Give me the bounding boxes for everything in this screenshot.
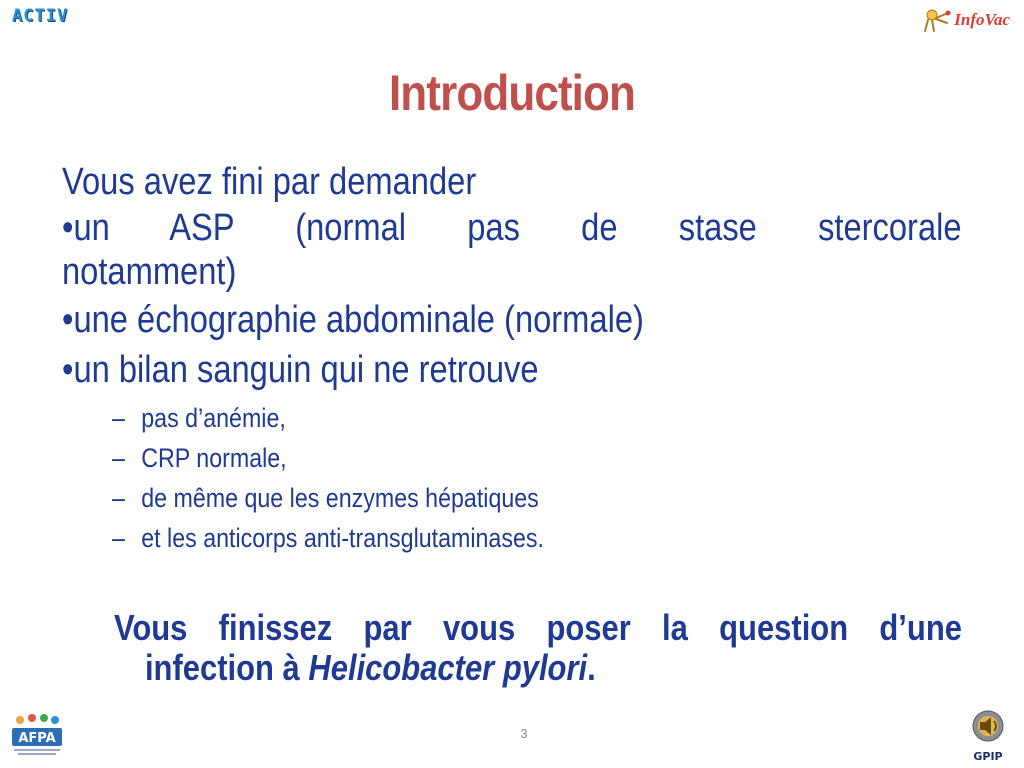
sub-item-text: et les anticorps anti-transglutaminases. — [141, 523, 544, 553]
sub-item-anticorps — [112, 518, 843, 558]
infovac-logo-text: InfoVac — [954, 10, 1010, 29]
gpip-emblem-icon — [970, 708, 1006, 748]
sub-item-text: CRP normale, — [141, 443, 287, 473]
closing-suffix: . — [587, 647, 596, 688]
closing-prefix: infection à — [144, 647, 309, 688]
closing-organism: Helicobacter pylori — [308, 647, 588, 688]
closing-line1: Vous finissez par vous poser la question d’une — [114, 607, 962, 648]
sub-item-text: pas d’anémie, — [141, 403, 286, 433]
infovac-logo — [922, 6, 1010, 34]
dash-icon: – — [112, 403, 125, 433]
gpip-logo — [966, 708, 1010, 764]
slide-body — [62, 160, 962, 558]
activ-logo: ACTIV — [12, 6, 69, 26]
infovac-mascot-icon — [922, 7, 952, 33]
sub-item-text: de même que les enzymes hépatiques — [141, 483, 539, 513]
dash-icon: – — [112, 443, 125, 473]
bullet-asp-line1: •un ASP (normal pas de stase stercorale — [62, 207, 962, 249]
closing-line2 — [114, 648, 843, 688]
dash-icon: – — [112, 523, 125, 553]
intro-line: Vous avez fini par demander — [62, 161, 477, 203]
sub-item-crp — [112, 438, 843, 478]
afpa-logo-text: AFPA — [18, 731, 56, 746]
bullet-asp — [62, 206, 962, 294]
bullet-bilan-sanguin: •un bilan sanguin qui ne retrouve — [62, 349, 539, 391]
sub-item-anemie — [112, 398, 843, 438]
bullet-asp-line2: notamment) — [62, 251, 237, 293]
sub-item-enzymes — [112, 478, 843, 518]
gpip-logo-text: GPIP — [973, 750, 1003, 763]
slide-number: 3 — [520, 726, 528, 741]
closing-question — [114, 608, 962, 688]
bilan-sub-list — [112, 398, 962, 558]
dash-icon: – — [112, 483, 125, 513]
bullet-echographie: •une échographie abdominale (normale) — [62, 299, 644, 341]
slide-title: Introduction — [388, 65, 636, 121]
